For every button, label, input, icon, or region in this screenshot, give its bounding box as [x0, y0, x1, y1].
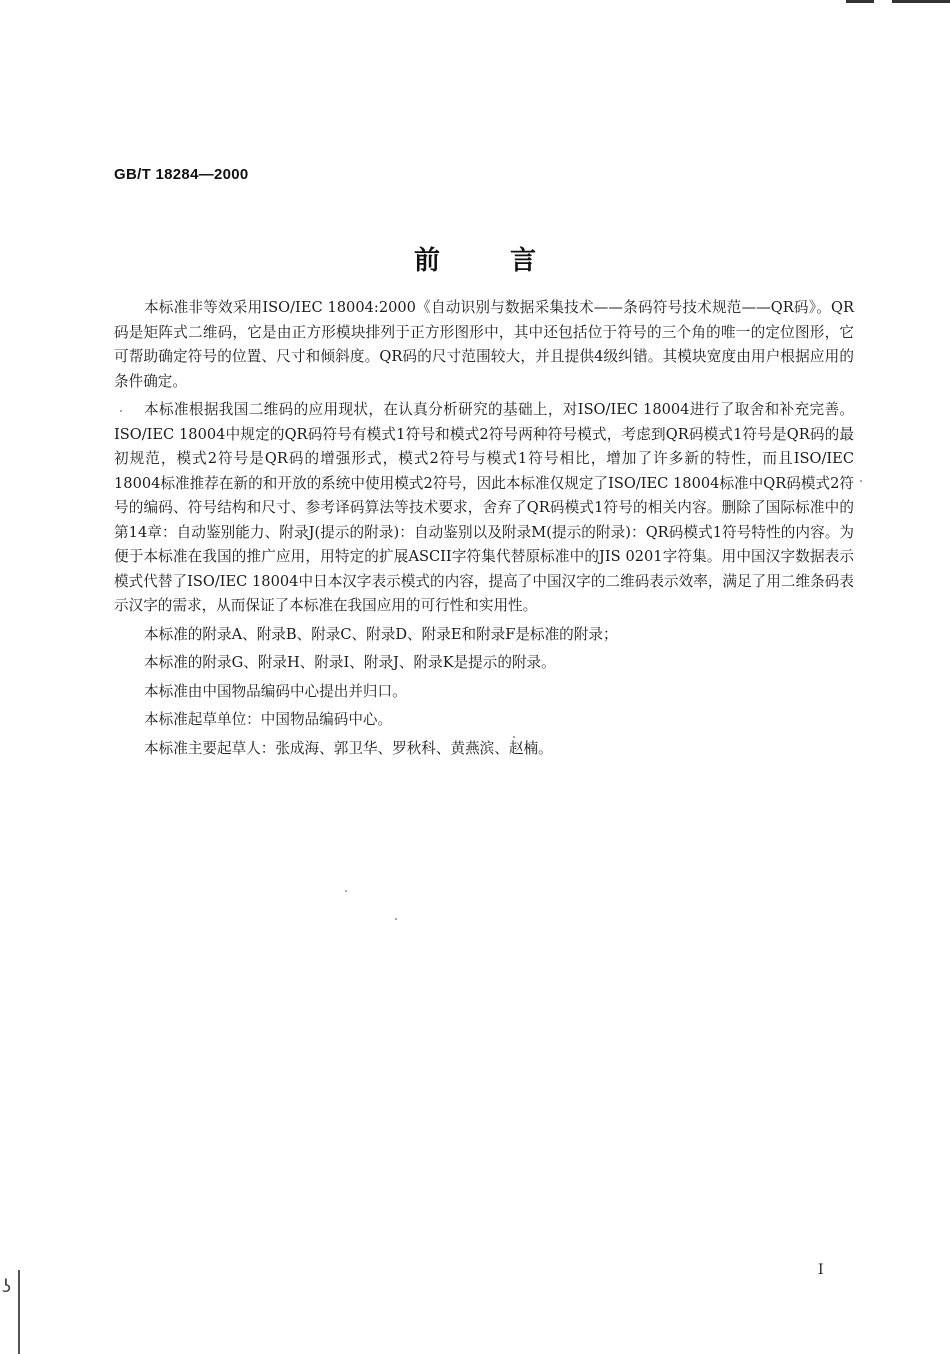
foreword-body	[114, 296, 854, 761]
standard-id: GB/T 18284—2000	[114, 166, 249, 183]
scan-mark	[892, 0, 950, 3]
page-number: I	[818, 1262, 824, 1278]
scan-mark	[846, 0, 874, 3]
binding-edge	[18, 1270, 20, 1354]
paragraph: 本标准根据我国二维码的应用现状，在认真分析研究的基础上，对ISO/IEC 18004进行了取舍和补充完善。ISO/IEC 18004中规定的QR码符号有模式1符号和模式2符号两种符号模式，考虑到QR码模式1符号是QR码的最初规范，模式2符号是QR码的增强形式，模式2符号与模式1符号相比，增加了许多新的特性，而且ISO/IEC 18004标准推荐在新的和开放的系统中使用模式2符号，因此本标准仅规定了ISO/IEC 18004标准中QR码模式2符号的编码、符号结构和尺寸、参考译码算法等技术要求，舍弃了QR码模式1符号的相关内容。删除了国际标准中的第14章：自动鉴别能力、附录J(提示的附录)：自动鉴别以及附录M(提示的附录)：QR码模式1符号特性的内容。为便于本标准在我国的推广应用，用特定的扩展ASCII字符集代替原标准中的JIS 0201字符集。用中国汉字数据表示模式代替了ISO/IEC 18004中日本汉字表示模式的内容，提高了中国汉字的二维码表示效率，满足了用二维条码表示汉字的需求，从而保证了本标准在我国应用的可行性和实用性。	[114, 401, 854, 614]
paragraph: 本标准的附录G、附录H、附录I、附录J、附录K是提示的附录。	[144, 654, 556, 671]
binding-mark: ʖ	[2, 1276, 12, 1297]
scan-speck	[345, 890, 347, 892]
page-title: 前言	[413, 246, 606, 276]
scan-speck	[860, 480, 862, 482]
scan-speck	[395, 918, 397, 920]
paragraph: 本标准的附录A、附录B、附录C、附录D、附录E和附录F是标准的附录；	[144, 625, 618, 643]
paragraph: 本标准主要起草人：张成海、郭卫华、罗秋科、黄燕滨、赵楠。	[144, 739, 553, 757]
paragraph: 本标准起草单位：中国物品编码中心。	[144, 711, 393, 728]
paragraph: 本标准由中国物品编码中心提出并归口。	[144, 682, 407, 700]
paragraph: 本标准非等效采用ISO/IEC 18004:2000《自动识别与数据采集技术——条码符号技术规范——QR码》。QR码是矩阵式二维码，它是由正方形模块排列于正方形图形中，其中还包括位于符号的三个角的唯一的定位图形，它可帮助确定符号的位置、尺寸和倾斜度。QR码的尺寸范围较大，并且提供4级纠错。其模块宽度由用户根据应用的条件确定。	[114, 299, 854, 390]
